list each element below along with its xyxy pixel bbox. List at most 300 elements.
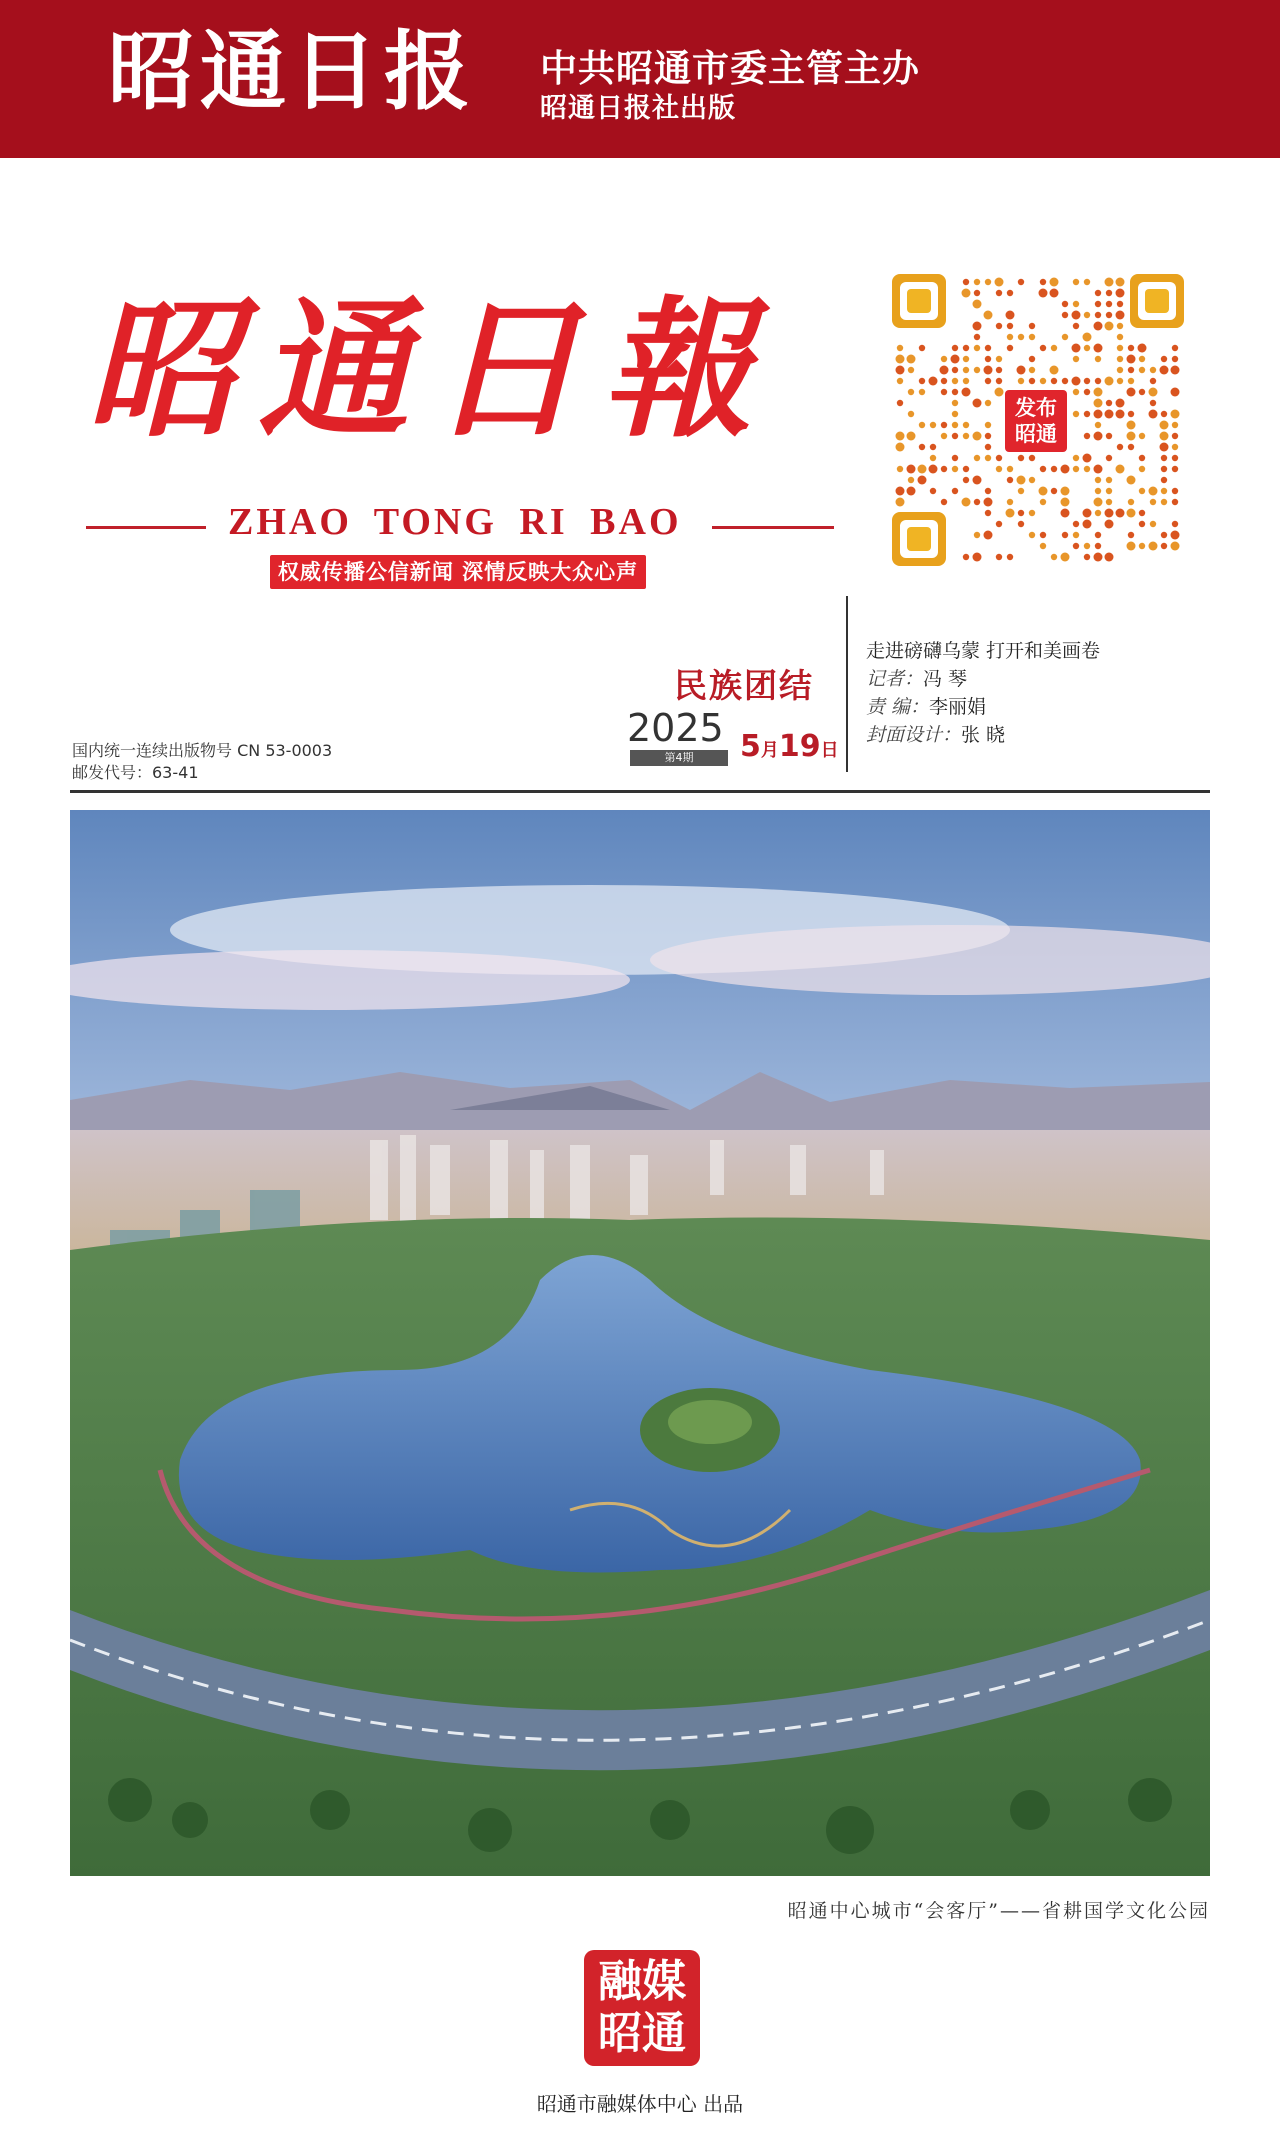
qr-dot (1018, 510, 1024, 516)
qr-dot (1018, 378, 1024, 384)
qr-dot (962, 498, 971, 507)
qr-dot (1072, 377, 1081, 386)
qr-dot (1018, 334, 1024, 340)
qr-dot (1029, 323, 1035, 329)
qr-dot (973, 476, 982, 485)
qr-dot (1150, 499, 1156, 505)
qr-dot (1051, 466, 1057, 472)
cover-photo (70, 810, 1210, 1876)
qr-dot (963, 279, 969, 285)
qr-dot (962, 388, 971, 397)
qr-dot (963, 433, 969, 439)
qr-dot (1105, 509, 1114, 518)
qr-dot (1106, 301, 1112, 307)
qr-dot (918, 465, 927, 474)
qr-dot (1128, 444, 1134, 450)
qr-dot (1029, 367, 1035, 373)
rongmei-logo-text: 融媒昭通 (598, 1956, 686, 2059)
qr-dot (1094, 399, 1103, 408)
qr-dot (1161, 532, 1167, 538)
banner-title: 昭通日报 (108, 22, 476, 122)
qr-dot (985, 510, 991, 516)
qr-dot (1117, 378, 1123, 384)
qr-dot (952, 367, 958, 373)
qr-dot (1149, 410, 1158, 419)
qr-dot (1094, 322, 1103, 331)
qr-dot (1095, 301, 1101, 307)
qr-dot (929, 377, 938, 386)
qr-dot (1018, 488, 1024, 494)
qr-dot (1062, 312, 1068, 318)
qr-dot (973, 432, 982, 441)
qr-dot (941, 378, 947, 384)
qr-dot (1073, 323, 1079, 329)
qr-dot (1106, 433, 1112, 439)
qr-dot (1061, 465, 1070, 474)
qr-dot (1007, 554, 1013, 560)
qr-dot (974, 532, 980, 538)
qr-dot (896, 498, 905, 507)
qr-dot (1116, 289, 1125, 298)
qr-dot (1171, 366, 1180, 375)
qr-dot (973, 322, 982, 331)
qr-dot (1105, 377, 1114, 386)
editor-label: 责 编： (866, 696, 930, 718)
qr-dot (1127, 509, 1136, 518)
qr-dot (1117, 444, 1123, 450)
banner-sponsor: 中共昭通市委主管主办 (540, 47, 920, 90)
qr-dot (984, 311, 993, 320)
qr-dot (897, 378, 903, 384)
qr-dot (1073, 543, 1079, 549)
banner-publisher: 昭通日报社出版 (540, 93, 736, 124)
qr-dot (952, 400, 958, 406)
qr-dot (907, 465, 916, 474)
qr-dot (919, 422, 925, 428)
qr-dot (930, 444, 936, 450)
qr-dot (1040, 279, 1046, 285)
qr-dot (1161, 411, 1167, 417)
qr-dot (897, 345, 903, 351)
qr-dot (1073, 455, 1079, 461)
qr-dot (1117, 367, 1123, 373)
qr-dot (1171, 542, 1180, 551)
qr-dot (1149, 388, 1158, 397)
editor-line (866, 692, 986, 719)
qr-dot (1117, 323, 1123, 329)
qr-dot (985, 422, 991, 428)
qr-dot (1095, 488, 1101, 494)
qr-dot (1105, 553, 1114, 562)
qr-dot (941, 433, 947, 439)
qr-dot (1127, 542, 1136, 551)
qr-dot (941, 356, 947, 362)
qr-dot (1127, 355, 1136, 364)
qr-dot (963, 367, 969, 373)
qr-dot (1161, 488, 1167, 494)
qr-dot (1128, 367, 1134, 373)
qr-dot (1062, 334, 1068, 340)
qr-center-badge: 发布昭通 (1005, 390, 1067, 452)
issue-date (740, 729, 839, 764)
qr-dot (1006, 311, 1015, 320)
qr-dot (996, 455, 1002, 461)
qr-dot (985, 433, 991, 439)
qr-dot (1084, 378, 1090, 384)
qr-dot (1117, 356, 1123, 362)
issue-day-unit: 日 (820, 740, 839, 761)
qr-dot (1139, 367, 1145, 373)
qr-dot (974, 455, 980, 461)
top-banner (0, 0, 1280, 158)
qr-dot (1160, 432, 1169, 441)
qr-dot (1172, 433, 1178, 439)
qr-dot (1072, 311, 1081, 320)
qr-dot (1149, 487, 1158, 496)
postal-code: 邮发代号：63-41 (72, 763, 199, 782)
qr-finder-bottom-left (892, 512, 946, 566)
qr-dot (1018, 279, 1024, 285)
qr-dot (996, 521, 1002, 527)
qr-dot (985, 400, 991, 406)
qr-dot (940, 366, 949, 375)
qr-dot (1073, 532, 1079, 538)
qr-dot (996, 323, 1002, 329)
qr-dot (1051, 345, 1057, 351)
qr-dot (941, 422, 947, 428)
qr-dot (908, 389, 914, 395)
qr-dot (896, 443, 905, 452)
qr-dot (1106, 499, 1112, 505)
qr-dot (952, 488, 958, 494)
qr-dot (1139, 455, 1145, 461)
qr-dot (1061, 509, 1070, 518)
qr-dot (952, 422, 958, 428)
qr-dot (1139, 543, 1145, 549)
qr-dot (1161, 499, 1167, 505)
qr-dot (930, 455, 936, 461)
info-divider (846, 596, 848, 772)
qr-dot (1018, 521, 1024, 527)
qr-dot (1139, 510, 1145, 516)
qr-dot (1106, 477, 1112, 483)
qr-dot (985, 455, 991, 461)
qr-dot (1073, 521, 1079, 527)
qr-dot (1083, 454, 1092, 463)
qr-dot (1106, 400, 1112, 406)
qr-dot (1073, 301, 1079, 307)
qr-dot (963, 356, 969, 362)
qr-dot (1160, 366, 1169, 375)
qr-dot (974, 290, 980, 296)
qr-dot (1040, 532, 1046, 538)
qr-dot (1050, 366, 1059, 375)
qr-dot (985, 279, 991, 285)
qr-dot (897, 466, 903, 472)
qr-dot (941, 466, 947, 472)
qr-dot (1105, 322, 1114, 331)
qr-dot (1095, 543, 1101, 549)
qr-dot (896, 366, 905, 375)
qr-dot (1051, 378, 1057, 384)
qr-dot (1105, 278, 1114, 287)
qr-dot (985, 488, 991, 494)
qr-dot (1139, 356, 1145, 362)
qr-dot (1017, 476, 1026, 485)
qr-dot (1172, 455, 1178, 461)
qr-dot (1007, 499, 1013, 505)
qr-dot (963, 378, 969, 384)
reporter-name: 冯 琴 (923, 668, 968, 690)
qr-dot (919, 389, 925, 395)
qr-dot (1062, 301, 1068, 307)
qr-dot (1171, 388, 1180, 397)
qr-dot (1007, 477, 1013, 483)
qr-dot (952, 389, 958, 395)
masthead-pinyin: ZHAO TONG RI BAO (228, 501, 682, 543)
qr-dot (952, 345, 958, 351)
qr-dot (1172, 356, 1178, 362)
qr-dot (1083, 520, 1092, 529)
qr-dot (1050, 289, 1059, 298)
qr-dot (1094, 432, 1103, 441)
qr-dot (1095, 312, 1101, 318)
qr-dot (995, 388, 1004, 397)
qr-dot (1161, 543, 1167, 549)
qr-dot (1117, 301, 1123, 307)
publisher-credit: 昭通市融媒体中心 出品 (536, 2092, 744, 2116)
qr-dot (985, 444, 991, 450)
qr-dot (963, 466, 969, 472)
qr-dot (1084, 345, 1090, 351)
qr-dot (974, 279, 980, 285)
qr-dot (896, 355, 905, 364)
qr-dot (1017, 366, 1026, 375)
qr-dot (1039, 289, 1048, 298)
qr-dot (1150, 367, 1156, 373)
qr-dot (1172, 466, 1178, 472)
qr-dot (1116, 509, 1125, 518)
qr-dot (1172, 499, 1178, 505)
qr-dot (973, 553, 982, 562)
qr-dot (1171, 531, 1180, 540)
qr-dot (1007, 290, 1013, 296)
qr-dot (896, 487, 905, 496)
masthead-slogan: 权威传播公信新闻 深情反映大众心声 (270, 555, 646, 589)
qr-dot (985, 378, 991, 384)
qr-dot (1007, 345, 1013, 351)
qr-dot (930, 488, 936, 494)
qr-dot (973, 300, 982, 309)
qr-dot (1128, 532, 1134, 538)
qr-dot (1127, 421, 1136, 430)
qr-finder-top-left (892, 274, 946, 328)
reporter-label: 记者： (866, 668, 924, 690)
qr-dot (1095, 356, 1101, 362)
qr-dot (1160, 443, 1169, 452)
qr-dot (952, 466, 958, 472)
qr-dot (1172, 444, 1178, 450)
qr-dot (1117, 345, 1123, 351)
qr-dot (985, 345, 991, 351)
qr-dot (1172, 521, 1178, 527)
qr-dot (1161, 356, 1167, 362)
qr-dot (1084, 411, 1090, 417)
qr-dot (1084, 279, 1090, 285)
pinyin-rule-left (86, 526, 206, 529)
qr-dot (1094, 388, 1103, 397)
rongmei-logo (584, 1950, 700, 2066)
qr-dot (996, 378, 1002, 384)
qr-dot (1029, 378, 1035, 384)
qr-dot (1084, 554, 1090, 560)
reporter-line (866, 664, 967, 691)
qr-dot (974, 345, 980, 351)
qr-dot (1171, 410, 1180, 419)
issue-month-unit: 月 (760, 740, 779, 761)
qr-dot (1116, 399, 1125, 408)
qr-dot (1029, 477, 1035, 483)
qr-dot (1006, 509, 1015, 518)
qr-dot (1094, 553, 1103, 562)
qr-dot (1106, 312, 1112, 318)
qr-dot (1095, 378, 1101, 384)
qr-dot (908, 367, 914, 373)
qr-dot (1161, 466, 1167, 472)
qr-dot (1062, 378, 1068, 384)
qr-dot (963, 477, 969, 483)
qr-dot (996, 367, 1002, 373)
qr-dot (1127, 476, 1136, 485)
qr-dot (1061, 498, 1070, 507)
issue-number: 第4期 (630, 750, 728, 766)
qr-dot (908, 411, 914, 417)
qr-dot (1094, 344, 1103, 353)
qr-dot (1160, 421, 1169, 430)
qr-finder-top-right (1130, 274, 1184, 328)
qr-dot (941, 389, 947, 395)
qr-dot (1029, 455, 1035, 461)
qr-dot (918, 476, 927, 485)
qr-dot (1051, 554, 1057, 560)
qr-dot (1139, 433, 1145, 439)
qr-dot (1073, 389, 1079, 395)
qr-dot (1127, 388, 1136, 397)
qr-dot (1116, 311, 1125, 320)
qr-dot (1083, 509, 1092, 518)
qr-dot (1084, 433, 1090, 439)
qr-dot (1161, 477, 1167, 483)
qr-dot (907, 355, 916, 364)
qr-dot (996, 290, 1002, 296)
pinyin-rule-right (712, 526, 834, 529)
qr-dot (974, 499, 980, 505)
qr-dot (941, 499, 947, 505)
qr-dot (952, 411, 958, 417)
qr-dot (1040, 345, 1046, 351)
qr-dot (1040, 378, 1046, 384)
qr-dot (1128, 411, 1134, 417)
editor-name: 李丽娟 (929, 696, 987, 718)
qr-dot (952, 455, 958, 461)
qr-dot (995, 278, 1004, 287)
qr-dot (1172, 345, 1178, 351)
qr-dot (1116, 278, 1125, 287)
qr-dot (996, 554, 1002, 560)
qr-dot (897, 400, 903, 406)
cn-number: 国内统一连续出版物号 CN 53-0003 (72, 741, 333, 760)
qr-dot (930, 422, 936, 428)
qr-dot (1172, 422, 1178, 428)
qr-dot (996, 466, 1002, 472)
qr-dot (1095, 477, 1101, 483)
qr-dot (1018, 455, 1024, 461)
qr-dot (962, 289, 971, 298)
qr-dot (974, 334, 980, 340)
qr-dot (963, 422, 969, 428)
qr-dot (1128, 378, 1134, 384)
qr-dot (1139, 466, 1145, 472)
designer-name: 张 晓 (961, 724, 1006, 746)
qr-dot (984, 366, 993, 375)
qr-dot (1117, 334, 1123, 340)
qr-dot (952, 433, 958, 439)
qr-dot (951, 355, 960, 364)
qr-dot (1094, 498, 1103, 507)
qr-dot (963, 554, 969, 560)
qr-dot (984, 531, 993, 540)
designer-label: 封面设计： (866, 724, 962, 746)
qr-dot (973, 399, 982, 408)
qr-dot (1139, 521, 1145, 527)
qr-dot (1116, 410, 1125, 419)
qr-dot (1073, 279, 1079, 285)
qr-dot (1073, 411, 1079, 417)
masthead-title: 昭通日報 (86, 282, 775, 458)
qr-dot (1073, 356, 1079, 362)
qr-dot (1084, 543, 1090, 549)
qr-dot (1139, 488, 1145, 494)
qr-dot (1149, 542, 1158, 551)
qr-dot (1029, 532, 1035, 538)
issue-month: 5 (740, 729, 761, 764)
qr-dot (1150, 521, 1156, 527)
qr-dot (985, 356, 991, 362)
cover-headline: 走进磅礴乌蒙 打开和美画卷 (866, 640, 1101, 662)
qr-dot (1106, 488, 1112, 494)
qr-dot (1040, 466, 1046, 472)
issue-year: 2025 (627, 706, 724, 750)
qr-dot (1007, 323, 1013, 329)
qr-dot (1084, 312, 1090, 318)
qr-dot (908, 477, 914, 483)
qr-dot (1116, 465, 1125, 474)
qr-dot (1050, 278, 1059, 287)
qr-dot (907, 432, 916, 441)
qr-dot (1083, 333, 1092, 342)
qr-dot (1128, 499, 1134, 505)
qr-dot (1139, 389, 1145, 395)
qr-dot (1150, 400, 1156, 406)
qr-dot (1007, 466, 1013, 472)
qr-dot (907, 487, 916, 496)
qr-dot (1061, 553, 1070, 562)
qr-dot (1061, 487, 1070, 496)
qr-dot (1072, 344, 1081, 353)
qr-dot (1029, 356, 1035, 362)
qr-dot (1095, 532, 1101, 538)
qr-dot (919, 444, 925, 450)
